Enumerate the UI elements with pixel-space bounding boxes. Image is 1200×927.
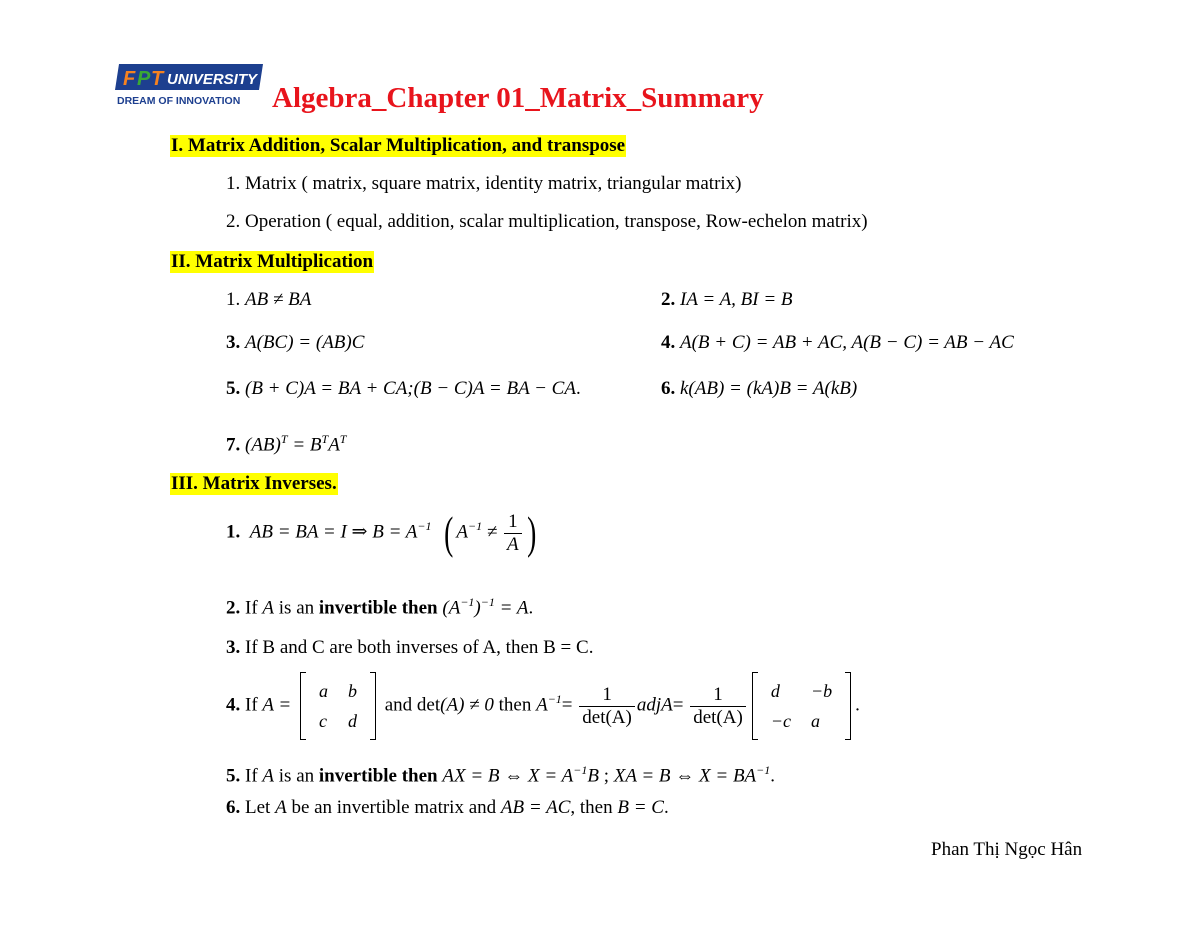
inverse-1: 1. AB = BA = I ⇒ $B = A^{-1}$ ( $A^{-1}$ ≠ $\frac{1}{A}$ ) (226, 507, 536, 558)
svg-text:P: P (137, 68, 151, 90)
section-1-heading: I. Matrix Addition, Scalar Multiplication, and transpose (171, 135, 626, 156)
author-name: Phan Thị Ngọc Hân (931, 839, 1083, 860)
svg-text:UNIVERSITY: UNIVERSITY (167, 71, 258, 88)
inverse-2: 2. If A is an invertible then $(A^{-1})^{-1} = A$. (226, 595, 534, 619)
property-2: 2. IA = A, BI = B (661, 289, 793, 310)
fpt-university-logo (113, 62, 265, 108)
inverse-5: 5. If A is an invertible then AX = B ⇔ $X = A^{-1}B$ ; XA = B ⇔ $X = BA^{-1}$. (226, 763, 776, 787)
property-5: 5. (B + C)A = BA + CA;(B − C)A = BA − CA. (226, 378, 581, 399)
property-1: 1. AB ≠ BA (226, 289, 312, 310)
section-1-item-1: 1. Matrix ( matrix, square matrix, identity matrix, triangular matrix) (226, 173, 742, 194)
inverse-6: 6. Let A be an invertible matrix and AB = AC, then B = C. (226, 797, 669, 818)
property-3: 3. A(BC) = (AB)C (226, 332, 365, 353)
section-2-heading: II. Matrix Multiplication (171, 251, 374, 272)
svg-text:F: F (123, 68, 136, 90)
property-6: 6. k(AB) = (kA)B = A(kB) (661, 378, 858, 399)
svg-text:T: T (151, 68, 164, 90)
page-title: Algebra_Chapter 01_Matrix_Summary (272, 82, 764, 114)
matrix-a: a b c d (300, 672, 376, 740)
property-4: 4. A(B + C) = AB + AC, A(B − C) = AB − AC (661, 332, 1014, 353)
section-1-item-2: 2. Operation ( equal, addition, scalar multiplication, transpose, Row-echelon matrix) (226, 211, 868, 232)
svg-text:DREAM OF INNOVATION: DREAM OF INNOVATION (117, 95, 241, 107)
matrix-adj: d −b −c a (752, 672, 851, 740)
inverse-4: 4. If A = a b c d and det(A) ≠ 0 then $A^{-1}=$ $\frac{1}{\det(A)}$ adjA= $\frac{1}{\det(A)}$ d −b −c a . (226, 672, 860, 740)
section-3-heading: III. Matrix Inverses. (171, 473, 337, 494)
property-7: 7. $(AB)^T = B^TA^T$ (226, 432, 347, 456)
inverse-3: 3. If B and C are both inverses of A, then B = C. (226, 637, 594, 658)
